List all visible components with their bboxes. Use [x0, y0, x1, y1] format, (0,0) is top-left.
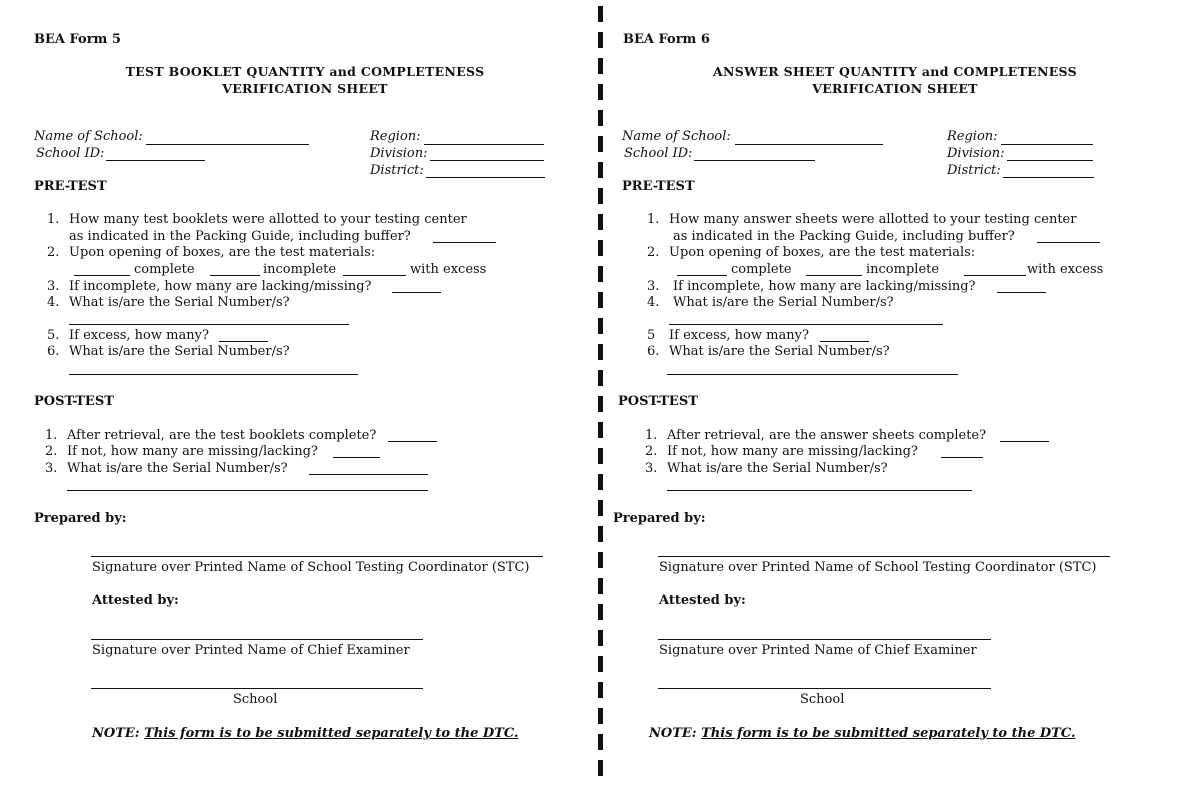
pre-question-2: Upon opening of boxes, are the test materials:: [69, 245, 376, 260]
excess-count-field[interactable]: [820, 341, 869, 342]
school-caption: School: [233, 692, 278, 707]
name-of-school-label: Name of School:: [622, 129, 731, 144]
pre-question-1-cont: as indicated in the Packing Guide, including buffer?: [673, 229, 1015, 244]
name-of-school-field[interactable]: [735, 144, 883, 145]
excess-serial-field[interactable]: [667, 374, 958, 375]
posttest-heading: POST-TEST: [34, 394, 114, 409]
post-question-2: If not, how many are missing/lacking?: [667, 444, 918, 459]
allotted-sheets-field[interactable]: [1037, 242, 1100, 243]
item-number: 6.: [647, 344, 660, 359]
attested-by-label: Attested by:: [92, 593, 179, 608]
pre-question-4: What is/are the Serial Number/s?: [69, 295, 290, 310]
post-question-1: After retrieval, are the test booklets complete?: [67, 428, 377, 443]
item-number: 1.: [47, 212, 60, 227]
post-question-3: What is/are the Serial Number/s?: [67, 461, 288, 476]
item-number: 1.: [645, 428, 658, 443]
complete-label: complete: [134, 262, 195, 277]
item-number: 2.: [647, 245, 660, 260]
item-number: 5: [647, 328, 656, 343]
chief-examiner-caption: Signature over Printed Name of Chief Examiner: [92, 643, 410, 658]
title-line-1: TEST BOOKLET QUANTITY and COMPLETENESS: [125, 64, 485, 79]
note-label: NOTE:: [92, 726, 140, 741]
chief-examiner-caption: Signature over Printed Name of Chief Examiner: [659, 643, 977, 658]
chief-examiner-signature-line[interactable]: [658, 639, 991, 640]
title-line-2: VERIFICATION SHEET: [812, 81, 978, 96]
district-label: District:: [947, 163, 1001, 178]
posttest-heading: POST-TEST: [618, 394, 698, 409]
pre-question-1: How many test booklets were allotted to your testing center: [69, 212, 467, 227]
stc-caption: Signature over Printed Name of School Testing Coordinator (STC): [92, 560, 530, 575]
pre-question-3: If incomplete, how many are lacking/missing?: [69, 279, 372, 294]
prepared-by-label: Prepared by:: [34, 511, 127, 526]
pre-question-3: If incomplete, how many are lacking/missing?: [673, 279, 976, 294]
stc-signature-line[interactable]: [658, 556, 1110, 557]
post-question-2: If not, how many are missing/lacking?: [67, 444, 318, 459]
item-number: 2.: [47, 245, 60, 260]
district-label: District:: [370, 163, 424, 178]
region-field[interactable]: [1001, 144, 1093, 145]
post-question-3: What is/are the Serial Number/s?: [667, 461, 888, 476]
district-field[interactable]: [1003, 177, 1094, 178]
item-number: 1.: [647, 212, 660, 227]
item-number: 3.: [645, 461, 658, 476]
region-label: Region:: [947, 129, 998, 144]
note: [649, 726, 1075, 741]
name-of-school-label: Name of School:: [34, 129, 143, 144]
incomplete-label: incomplete: [263, 262, 337, 277]
pretest-heading: PRE-TEST: [622, 179, 695, 194]
complete-label: complete: [731, 262, 792, 277]
division-label: Division:: [947, 146, 1005, 161]
school-caption: School: [800, 692, 845, 707]
item-number: 3.: [45, 461, 58, 476]
post-question-1: After retrieval, are the answer sheets complete?: [667, 428, 987, 443]
pre-question-4: What is/are the Serial Number/s?: [673, 295, 894, 310]
item-number: 6.: [47, 344, 60, 359]
missing-serial-field[interactable]: [669, 324, 943, 325]
retrieval-complete-field[interactable]: [1000, 441, 1049, 442]
incomplete-field[interactable]: [806, 275, 862, 276]
item-number: 2.: [45, 444, 58, 459]
title-line-2: VERIFICATION SHEET: [222, 81, 388, 96]
post-missing-count-field[interactable]: [941, 457, 983, 458]
item-number: 4.: [647, 295, 660, 310]
region-label: Region:: [370, 129, 421, 144]
form-number: BEA Form 6: [623, 32, 710, 47]
note-text: This form is to be submitted separately to the DTC.: [701, 726, 1076, 741]
item-number: 2.: [645, 444, 658, 459]
with-excess-label: with excess: [1027, 262, 1104, 277]
pre-question-6: What is/are the Serial Number/s?: [69, 344, 290, 359]
note-label: NOTE:: [649, 726, 697, 741]
attested-by-label: Attested by:: [659, 593, 746, 608]
school-id-label: School ID:: [624, 146, 693, 161]
division-label: Division:: [370, 146, 428, 161]
item-number: 3.: [647, 279, 660, 294]
school-id-field[interactable]: [694, 160, 815, 161]
stc-caption: Signature over Printed Name of School Testing Coordinator (STC): [659, 560, 1097, 575]
school-line[interactable]: [658, 688, 991, 689]
with-excess-field[interactable]: [964, 275, 1026, 276]
form-title: [610, 63, 1180, 97]
lacking-count-field[interactable]: [997, 292, 1046, 293]
complete-field[interactable]: [677, 275, 727, 276]
pre-question-1: How many answer sheets were allotted to your testing center: [669, 212, 1077, 227]
note-text: This form is to be submitted separately to the DTC.: [144, 726, 519, 741]
pre-question-1-cont: as indicated in the Packing Guide, including buffer?: [69, 229, 411, 244]
item-number: 4.: [47, 295, 60, 310]
with-excess-label: with excess: [410, 262, 487, 277]
item-number: 1.: [45, 428, 58, 443]
pre-question-6: What is/are the Serial Number/s?: [669, 344, 890, 359]
title-line-1: ANSWER SHEET QUANTITY and COMPLETENESS: [713, 64, 1077, 79]
post-serial-field[interactable]: [667, 490, 972, 491]
pretest-heading: PRE-TEST: [34, 179, 107, 194]
pre-question-5: If excess, how many?: [669, 328, 809, 343]
pre-question-2: Upon opening of boxes, are the test materials:: [669, 245, 976, 260]
division-field[interactable]: [1007, 160, 1093, 161]
item-number: 3.: [47, 279, 60, 294]
incomplete-label: incomplete: [866, 262, 940, 277]
school-id-label: School ID:: [36, 146, 105, 161]
form-number: BEA Form 5: [34, 32, 121, 47]
prepared-by-label: Prepared by:: [613, 511, 706, 526]
pre-question-5: If excess, how many?: [69, 328, 209, 343]
item-number: 5.: [47, 328, 60, 343]
